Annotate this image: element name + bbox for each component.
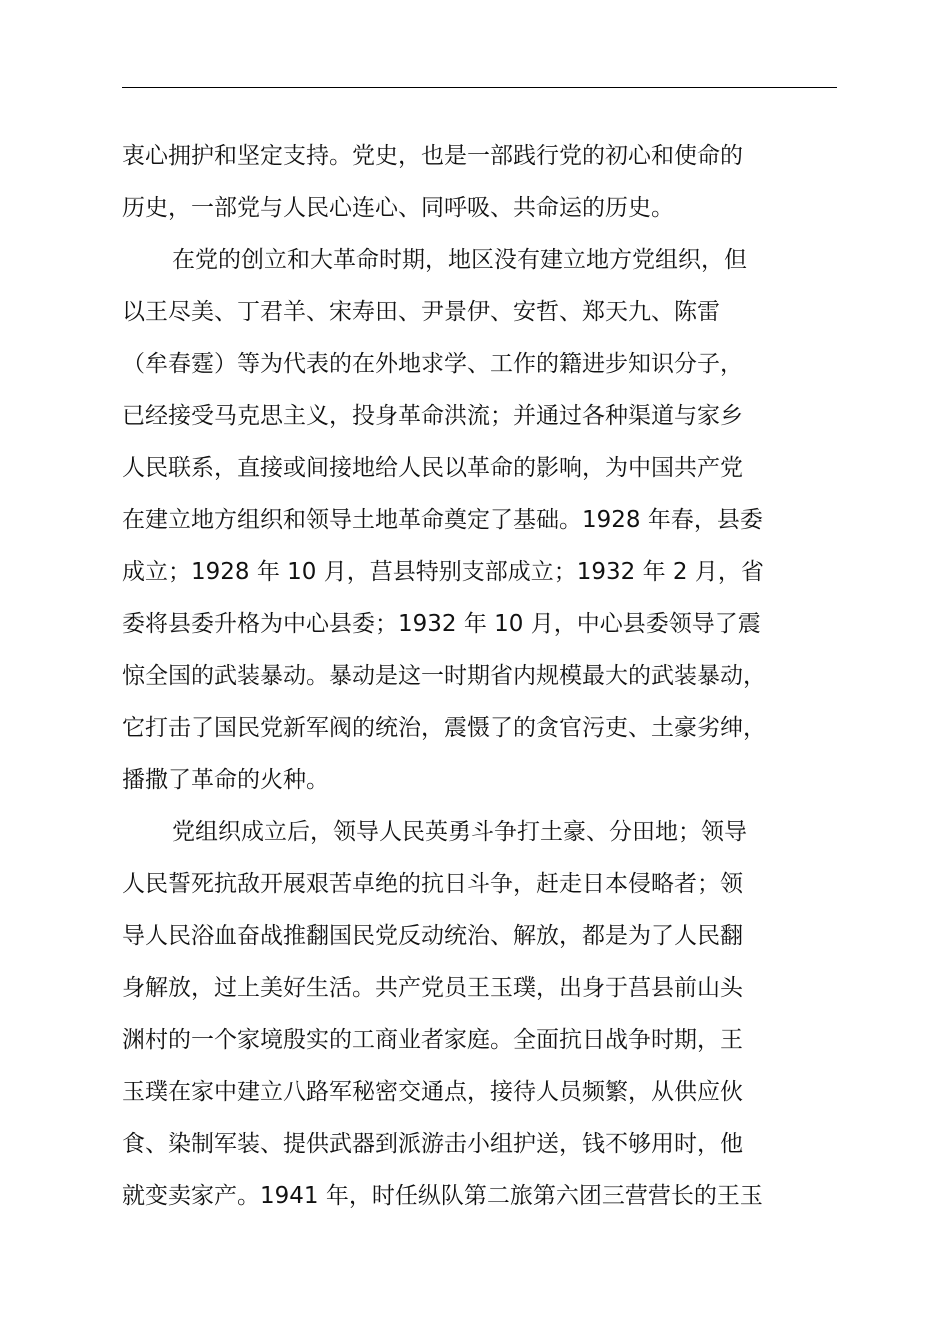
text-line: 以王尽美、丁君羊、宋寿田、尹景伊、安哲、郑天九、陈雷: [122, 299, 720, 325]
text-line: 已经接受马克思主义，投身革命洪流；并通过各种渠道与家乡: [122, 403, 743, 429]
paragraph-start-line: 在党的创立和大革命时期，地区没有建立地方党组织，但: [172, 247, 747, 273]
text-line: 人民联系，直接或间接地给人民以革命的影响，为中国共产党: [122, 455, 743, 481]
text-line: 食、染制军装、提供武器到派游击小组护送，钱不够用时，他: [122, 1131, 743, 1157]
paragraph-start-line: 党组织成立后，领导人民英勇斗争打土豪、分田地；领导: [172, 819, 747, 845]
header-rule: [122, 87, 837, 88]
text-line: 惊全国的武装暴动。暴动是这一时期省内规模最大的武装暴动，: [122, 663, 766, 689]
text-line: 成立；1928 年 10 月，莒县特别支部成立；1932 年 2 月，省: [122, 559, 764, 585]
text-line: 渊村的一个家境殷实的工商业者家庭。全面抗日战争时期，王: [122, 1027, 743, 1053]
text-line: 玉璞在家中建立八路军秘密交通点，接待人员频繁，从供应伙: [122, 1079, 743, 1105]
text-line: 它打击了国民党新军阀的统治，震慑了的贪官污吏、土豪劣绅，: [122, 715, 766, 741]
text-line: 播撒了革命的火种。: [122, 767, 329, 793]
text-line: 在建立地方组织和领导土地革命奠定了基础。1928 年春，县委: [122, 507, 763, 533]
text-line: 委将县委升格为中心县委；1932 年 10 月，中心县委领导了震: [122, 611, 761, 637]
text-line: 就变卖家产。1941 年，时任纵队第二旅第六团三营营长的王玉: [122, 1183, 763, 1209]
text-line: 导人民浴血奋战推翻国民党反动统治、解放，都是为了人民翻: [122, 923, 743, 949]
text-line: 人民誓死抗敌开展艰苦卓绝的抗日斗争，赶走日本侵略者；领: [122, 871, 743, 897]
body-text: [122, 130, 837, 1222]
text-line: （牟春霆）等为代表的在外地求学、工作的籍进步知识分子，: [122, 351, 743, 377]
text-line: 历史，一部党与人民心连心、同呼吸、共命运的历史。: [122, 195, 674, 221]
text-line: 衷心拥护和坚定支持。党史，也是一部践行党的初心和使命的: [122, 143, 743, 169]
text-line: 身解放，过上美好生活。共产党员王玉璞，出身于莒县前山头: [122, 975, 743, 1001]
